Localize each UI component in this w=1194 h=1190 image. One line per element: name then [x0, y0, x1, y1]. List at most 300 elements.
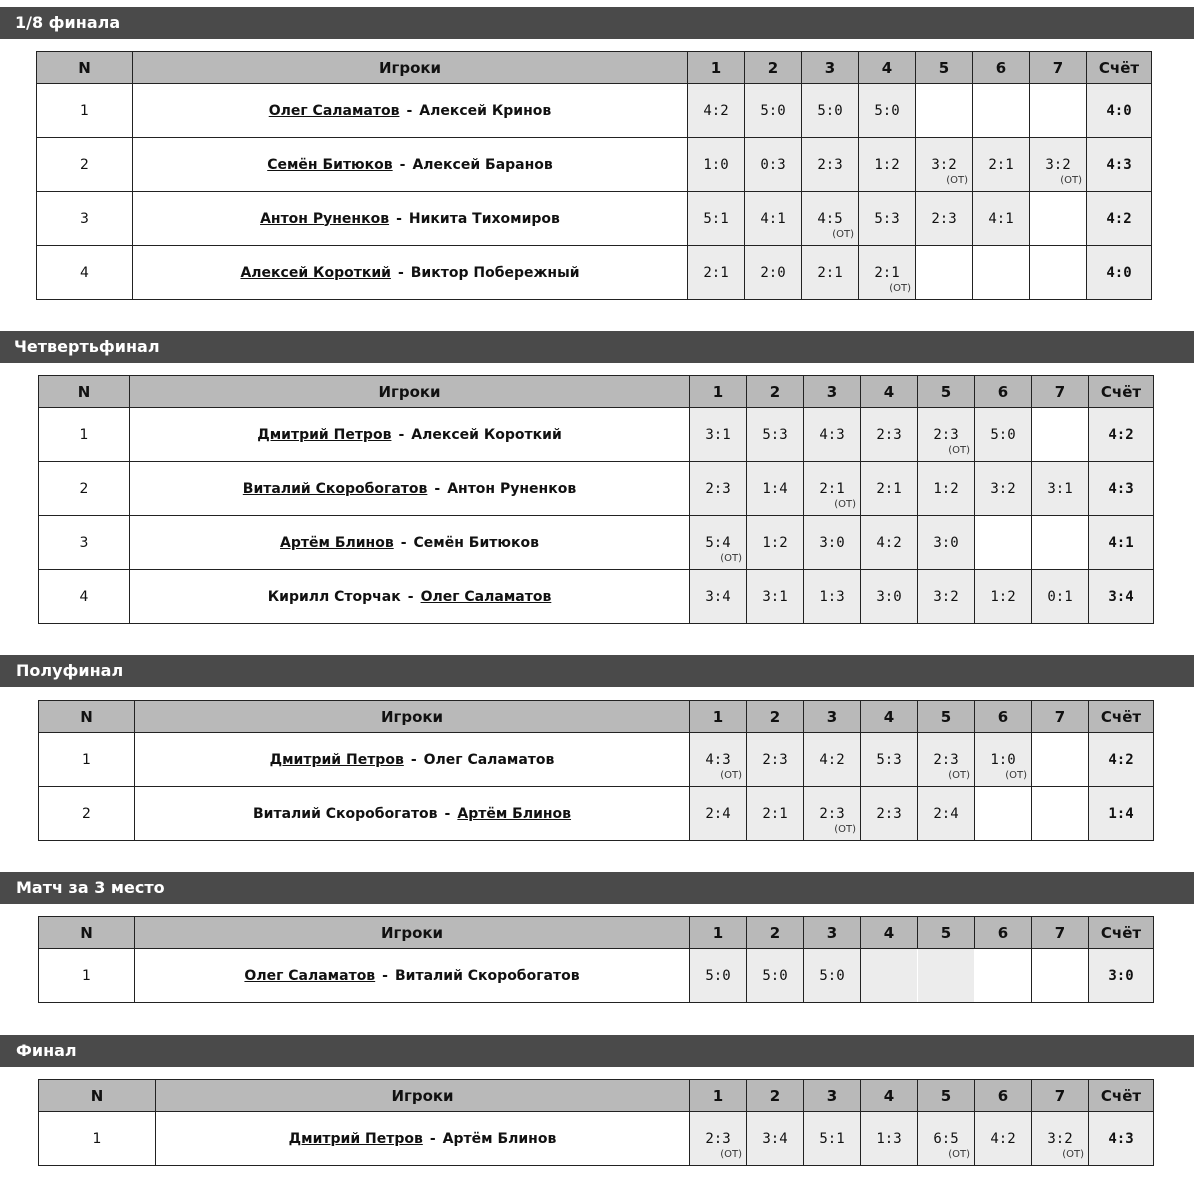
match-score: 4:3 — [1087, 138, 1152, 192]
set-score-value: 5:1 — [703, 210, 729, 227]
set-score — [859, 138, 916, 192]
set-score — [1030, 84, 1087, 138]
set-score-value: 2:3 — [933, 751, 959, 768]
table-row — [39, 1112, 1154, 1166]
header-score: Счёт — [1089, 1080, 1154, 1112]
header-players: Игроки — [130, 376, 690, 408]
match-score: 4:1 — [1089, 516, 1154, 570]
match-players — [135, 733, 690, 787]
header-set: 4 — [861, 917, 918, 949]
set-score — [918, 462, 975, 516]
match-number: 3 — [37, 192, 133, 246]
set-score-value: 2:1 — [988, 156, 1014, 173]
table-row — [39, 408, 1154, 462]
separator: - — [382, 967, 388, 984]
table-header-row — [39, 701, 1154, 733]
header-n: N — [39, 917, 135, 949]
set-score — [804, 787, 861, 841]
match-players — [133, 84, 688, 138]
set-score — [747, 462, 804, 516]
set-score — [1032, 570, 1089, 624]
set-score — [973, 246, 1030, 300]
header-set: 7 — [1032, 917, 1089, 949]
set-score — [859, 84, 916, 138]
set-score — [688, 246, 745, 300]
section-title: Полуфинал — [0, 655, 1194, 687]
header-set: 6 — [975, 1080, 1032, 1112]
set-score — [804, 462, 861, 516]
table-row — [39, 462, 1154, 516]
set-score — [975, 570, 1032, 624]
table-header-row — [39, 917, 1154, 949]
set-score — [973, 138, 1030, 192]
header-set: 4 — [861, 1080, 918, 1112]
set-score — [1030, 246, 1087, 300]
match-score: 4:0 — [1087, 246, 1152, 300]
set-score-value: 4:3 — [819, 426, 845, 443]
results-table — [38, 375, 1154, 624]
player-link[interactable]: Дмитрий Петров — [257, 426, 392, 443]
set-score — [804, 1112, 861, 1166]
set-score-value: 4:5 — [817, 210, 843, 227]
set-score — [1032, 733, 1089, 787]
overtime-label: (ОТ) — [1062, 1149, 1084, 1160]
header-players: Игроки — [133, 52, 688, 84]
overtime-label: (ОТ) — [946, 175, 968, 186]
set-score-value: 2:3 — [762, 751, 788, 768]
set-score-value: 4:2 — [819, 751, 845, 768]
set-score — [745, 138, 802, 192]
match-number: 1 — [39, 408, 130, 462]
set-score-value: 5:0 — [990, 426, 1016, 443]
set-score-value: 1:2 — [990, 588, 1016, 605]
player-link[interactable]: Олег Саламатов — [244, 967, 376, 984]
header-set: 7 — [1032, 701, 1089, 733]
separator: - — [407, 588, 414, 605]
match-number: 2 — [39, 462, 130, 516]
player-link[interactable]: Антон Руненков — [260, 210, 390, 227]
match-players — [133, 246, 688, 300]
table-row — [39, 733, 1154, 787]
set-score-value: 3:2 — [931, 156, 957, 173]
set-score-value: 1:3 — [876, 1130, 902, 1147]
set-score-value: 1:3 — [819, 588, 845, 605]
header-set: 7 — [1030, 52, 1087, 84]
match-number: 4 — [39, 570, 130, 624]
table-row — [39, 949, 1154, 1003]
set-score — [745, 84, 802, 138]
table-row — [39, 787, 1154, 841]
set-score-value: 1:2 — [874, 156, 900, 173]
set-score — [804, 408, 861, 462]
match-players — [135, 787, 690, 841]
set-score — [975, 462, 1032, 516]
set-score-value: 3:4 — [762, 1130, 788, 1147]
header-players: Игроки — [135, 917, 690, 949]
match-score: 3:0 — [1089, 949, 1154, 1003]
match-score: 4:3 — [1089, 1112, 1154, 1166]
set-score — [861, 787, 918, 841]
set-score-value: 1:0 — [703, 156, 729, 173]
set-score-value: 2:1 — [703, 264, 729, 281]
match-players — [130, 570, 690, 624]
match-score: 1:4 — [1089, 787, 1154, 841]
set-score — [975, 408, 1032, 462]
set-score — [975, 516, 1032, 570]
set-score-value: 4:2 — [703, 102, 729, 119]
set-score-value: 4:3 — [705, 751, 731, 768]
header-players: Игроки — [135, 701, 690, 733]
set-score-value: 5:3 — [876, 751, 902, 768]
player-name: Алексей Кринов — [419, 102, 552, 119]
header-set: 7 — [1032, 376, 1089, 408]
header-set: 1 — [690, 1080, 747, 1112]
set-score — [802, 138, 859, 192]
separator: - — [396, 210, 402, 227]
set-score — [918, 1112, 975, 1166]
match-number: 1 — [39, 733, 135, 787]
match-players — [135, 949, 690, 1003]
set-score-value: 2:0 — [760, 264, 786, 281]
set-score — [916, 84, 973, 138]
set-score — [861, 1112, 918, 1166]
header-set: 5 — [918, 376, 975, 408]
table-header-row — [39, 376, 1154, 408]
set-score — [690, 733, 747, 787]
header-set: 4 — [859, 52, 916, 84]
separator: - — [400, 534, 407, 551]
set-score — [745, 246, 802, 300]
header-players: Игроки — [156, 1080, 690, 1112]
set-score-value: 1:0 — [990, 751, 1016, 768]
section-title: Четвертьфинал — [0, 331, 1194, 363]
separator: - — [429, 1130, 436, 1147]
separator: - — [399, 156, 406, 173]
set-score-value: 4:1 — [988, 210, 1014, 227]
section-title: Финал — [0, 1035, 1194, 1067]
set-score — [745, 192, 802, 246]
results-table — [38, 916, 1154, 1003]
set-score-value: 1:2 — [762, 534, 788, 551]
set-score-value: 3:2 — [1045, 156, 1071, 173]
header-n: N — [37, 52, 133, 84]
set-score — [973, 84, 1030, 138]
set-score — [1032, 516, 1089, 570]
set-score — [861, 408, 918, 462]
match-number: 1 — [39, 1112, 156, 1166]
player-name: Семён Битюков — [413, 534, 539, 551]
header-set: 2 — [747, 1080, 804, 1112]
set-score — [916, 138, 973, 192]
results-table — [36, 51, 1152, 300]
match-number: 3 — [39, 516, 130, 570]
set-score — [861, 570, 918, 624]
set-score-value: 3:1 — [762, 588, 788, 605]
set-score — [802, 84, 859, 138]
set-score — [747, 570, 804, 624]
overtime-label: (ОТ) — [832, 229, 854, 240]
set-score-value: 3:1 — [705, 426, 731, 443]
separator: - — [410, 751, 417, 768]
header-set: 6 — [975, 376, 1032, 408]
set-score-value: 2:1 — [819, 480, 845, 497]
header-set: 3 — [804, 1080, 861, 1112]
set-score — [1032, 1112, 1089, 1166]
match-players — [130, 516, 690, 570]
set-score — [1030, 192, 1087, 246]
set-score-value: 5:0 — [762, 967, 788, 984]
set-score — [802, 246, 859, 300]
set-score — [859, 192, 916, 246]
player-name: Алексей Короткий — [411, 426, 562, 443]
section-title: 1/8 финала — [0, 7, 1194, 39]
set-score — [861, 516, 918, 570]
set-score-value: 2:1 — [817, 264, 843, 281]
set-score — [918, 787, 975, 841]
player-name: Виктор Побережный — [410, 264, 580, 281]
match-number: 2 — [37, 138, 133, 192]
table-header-row — [37, 52, 1152, 84]
set-score — [1032, 949, 1089, 1003]
set-score-value: 1:2 — [933, 480, 959, 497]
set-score-value: 5:0 — [760, 102, 786, 119]
match-players — [133, 138, 688, 192]
set-score — [861, 462, 918, 516]
set-score-value: 3:1 — [1047, 480, 1073, 497]
set-score-value: 6:5 — [933, 1130, 959, 1147]
set-score-value: 5:0 — [817, 102, 843, 119]
set-score-value: 2:1 — [876, 480, 902, 497]
overtime-label: (ОТ) — [834, 824, 856, 835]
set-score-value: 3:0 — [819, 534, 845, 551]
set-score-value: 5:0 — [705, 967, 731, 984]
separator: - — [434, 480, 441, 497]
table-row — [39, 570, 1154, 624]
separator: - — [444, 805, 451, 822]
set-score-value: 0:1 — [1047, 588, 1073, 605]
player-link[interactable]: Алексей Короткий — [240, 264, 391, 281]
header-set: 5 — [918, 701, 975, 733]
overtime-label: (ОТ) — [720, 1149, 742, 1160]
header-set: 3 — [804, 376, 861, 408]
set-score — [690, 1112, 747, 1166]
overtime-label: (ОТ) — [948, 445, 970, 456]
set-score-value: 2:1 — [762, 805, 788, 822]
separator: - — [397, 264, 404, 281]
set-score-value: 2:3 — [817, 156, 843, 173]
set-score — [747, 516, 804, 570]
table-row — [37, 246, 1152, 300]
set-score-value: 0:3 — [760, 156, 786, 173]
set-score — [975, 787, 1032, 841]
set-score — [688, 84, 745, 138]
set-score — [916, 192, 973, 246]
match-score: 4:2 — [1089, 733, 1154, 787]
set-score — [973, 192, 1030, 246]
set-score — [688, 138, 745, 192]
set-score — [747, 949, 804, 1003]
player-name: Антон Руненков — [447, 480, 577, 497]
set-score — [804, 733, 861, 787]
player-link[interactable]: Артём Блинов — [280, 534, 394, 551]
overtime-label: (ОТ) — [1005, 770, 1027, 781]
set-score-value: 2:3 — [705, 480, 731, 497]
set-score-value: 5:3 — [762, 426, 788, 443]
set-score-value: 3:4 — [705, 588, 731, 605]
match-players — [130, 408, 690, 462]
header-set: 6 — [973, 52, 1030, 84]
set-score — [804, 949, 861, 1003]
set-score-value: 3:0 — [876, 588, 902, 605]
header-set: 2 — [747, 376, 804, 408]
header-set: 1 — [690, 376, 747, 408]
set-score-value: 4:2 — [990, 1130, 1016, 1147]
match-players — [130, 462, 690, 516]
set-score-value: 2:3 — [819, 805, 845, 822]
table-row — [39, 516, 1154, 570]
player-link[interactable]: Артём Блинов — [457, 805, 572, 822]
header-set: 6 — [975, 701, 1032, 733]
match-score: 3:4 — [1089, 570, 1154, 624]
set-score — [918, 408, 975, 462]
set-score — [918, 570, 975, 624]
set-score — [802, 192, 859, 246]
results-table — [38, 700, 1154, 841]
header-set: 5 — [916, 52, 973, 84]
set-score-value: 5:4 — [705, 534, 731, 551]
header-set: 5 — [918, 917, 975, 949]
header-set: 2 — [747, 917, 804, 949]
set-score-value: 2:4 — [933, 805, 959, 822]
set-score-value: 2:3 — [933, 426, 959, 443]
set-score-value: 2:4 — [705, 805, 731, 822]
set-score — [918, 733, 975, 787]
player-name: Артём Блинов — [442, 1130, 557, 1147]
set-score-value: 1:4 — [762, 480, 788, 497]
set-score — [690, 408, 747, 462]
set-score-value: 3:2 — [933, 588, 959, 605]
overtime-label: (ОТ) — [948, 1149, 970, 1160]
set-score — [690, 570, 747, 624]
set-score — [690, 949, 747, 1003]
overtime-label: (ОТ) — [720, 553, 742, 564]
set-score — [690, 516, 747, 570]
header-set: 3 — [804, 701, 861, 733]
set-score — [690, 787, 747, 841]
match-players — [156, 1112, 690, 1166]
set-score — [861, 733, 918, 787]
set-score — [747, 408, 804, 462]
set-score — [804, 570, 861, 624]
table-header-row — [39, 1080, 1154, 1112]
set-score-value: 3:2 — [990, 480, 1016, 497]
set-score — [1032, 408, 1089, 462]
header-set: 2 — [747, 701, 804, 733]
match-score: 4:2 — [1089, 408, 1154, 462]
results-table — [38, 1079, 1154, 1166]
set-score-value: 2:3 — [876, 426, 902, 443]
header-set: 7 — [1032, 1080, 1089, 1112]
header-score: Счёт — [1089, 701, 1154, 733]
player-link[interactable]: Олег Саламатов — [420, 588, 552, 605]
set-score-value: 2:3 — [931, 210, 957, 227]
set-score — [975, 733, 1032, 787]
set-score — [747, 787, 804, 841]
set-score — [1030, 138, 1087, 192]
header-set: 3 — [802, 52, 859, 84]
player-link[interactable]: Семён Битюков — [267, 156, 393, 173]
section-title: Матч за 3 место — [0, 872, 1194, 904]
header-set: 5 — [918, 1080, 975, 1112]
set-score-value: 5:1 — [819, 1130, 845, 1147]
set-score — [975, 949, 1032, 1003]
separator: - — [406, 102, 413, 119]
player-link[interactable]: Олег Саламатов — [268, 102, 400, 119]
set-score — [1032, 787, 1089, 841]
set-score — [804, 516, 861, 570]
header-set: 2 — [745, 52, 802, 84]
set-score-value: 3:2 — [1047, 1130, 1073, 1147]
overtime-label: (ОТ) — [948, 770, 970, 781]
player-name: Никита Тихомиров — [408, 210, 560, 227]
player-name: Виталий Скоробогатов — [394, 967, 580, 984]
set-score — [861, 949, 918, 1003]
set-score — [975, 1112, 1032, 1166]
overtime-label: (ОТ) — [1060, 175, 1082, 186]
overtime-label: (ОТ) — [834, 499, 856, 510]
overtime-label: (ОТ) — [720, 770, 742, 781]
header-score: Счёт — [1089, 376, 1154, 408]
match-score: 4:2 — [1087, 192, 1152, 246]
set-score-value: 3:0 — [933, 534, 959, 551]
header-score: Счёт — [1087, 52, 1152, 84]
match-number: 4 — [37, 246, 133, 300]
match-number: 1 — [37, 84, 133, 138]
match-number: 1 — [39, 949, 135, 1003]
set-score-value: 4:1 — [760, 210, 786, 227]
set-score — [1032, 462, 1089, 516]
set-score — [918, 516, 975, 570]
match-players — [133, 192, 688, 246]
separator: - — [398, 426, 405, 443]
header-set: 4 — [861, 701, 918, 733]
player-link[interactable]: Дмитрий Петров — [269, 751, 404, 768]
set-score-value: 2:3 — [876, 805, 902, 822]
header-set: 1 — [690, 701, 747, 733]
header-set: 1 — [690, 917, 747, 949]
set-score — [690, 462, 747, 516]
player-link[interactable]: Дмитрий Петров — [288, 1130, 423, 1147]
header-n: N — [39, 376, 130, 408]
set-score-value: 5:0 — [819, 967, 845, 984]
set-score — [747, 733, 804, 787]
set-score-value: 5:3 — [874, 210, 900, 227]
match-score: 4:0 — [1087, 84, 1152, 138]
set-score — [859, 246, 916, 300]
player-link[interactable]: Виталий Скоробогатов — [242, 480, 428, 497]
set-score-value: 2:1 — [874, 264, 900, 281]
table-row — [37, 84, 1152, 138]
header-set: 6 — [975, 917, 1032, 949]
header-set: 4 — [861, 376, 918, 408]
set-score-value: 4:2 — [876, 534, 902, 551]
set-score-value: 2:3 — [705, 1130, 731, 1147]
header-score: Счёт — [1089, 917, 1154, 949]
set-score — [918, 949, 975, 1003]
header-n: N — [39, 701, 135, 733]
set-score-value: 5:0 — [874, 102, 900, 119]
overtime-label: (ОТ) — [889, 283, 911, 294]
